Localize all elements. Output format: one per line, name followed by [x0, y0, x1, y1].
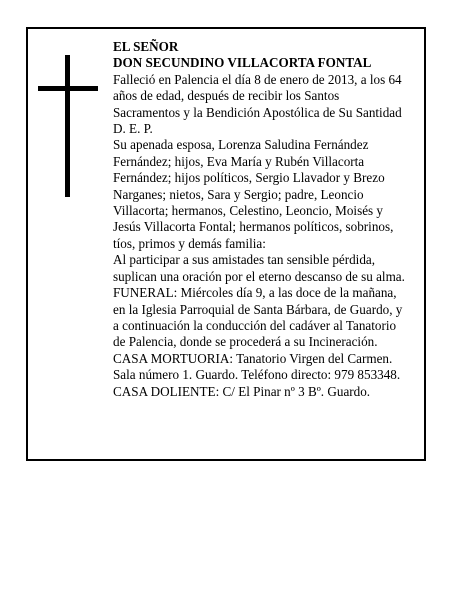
notice-body-line: CASA MORTUORIA: Tanatorio Virgen del Carmen.: [113, 350, 393, 366]
notice-body-line: a continuación la conducción del cadáver al Tanatorio: [113, 317, 397, 333]
notice-body-line: tíos, primos y demás familia:: [113, 235, 266, 251]
notice-body-line: Al participar a sus amistades tan sensible pérdida,: [113, 252, 376, 268]
notice-body-line: Sacramentos y la Bendición Apostólica de Su Santidad: [113, 104, 402, 120]
notice-heading-line: EL SEÑOR: [113, 39, 179, 54]
notice-body-line: Jesús Villacorta Fontal; hermanos políticos, sobrinos,: [113, 219, 394, 235]
notice-body-line: FUNERAL: Miércoles día 9, a las doce de la mañana,: [113, 285, 397, 301]
notice-body-line: de Palencia, donde se procederá a su Incineración.: [113, 334, 378, 350]
notice-body-line: suplican una oración por el eterno descanso de su alma.: [113, 268, 405, 284]
cross-vertical-bar: [65, 55, 70, 197]
notice-body-line: Narganes; nietos, Sara y Sergio; padre, Leoncio: [113, 186, 364, 202]
notice-body-line: D. E. P.: [113, 121, 153, 137]
notice-body-line: Villacorta; hermanos, Celestino, Leoncio, Moisés y: [113, 203, 383, 219]
deceased-name: DON SECUNDINO VILLACORTA FONTAL: [113, 55, 372, 71]
notice-body-line: Sala número 1. Guardo. Teléfono directo: 979 853348.: [113, 367, 401, 383]
notice-body-line: Fernández; hijos, Eva María y Rubén Villacorta: [113, 153, 365, 169]
notice-body-line: Falleció en Palencia el día 8 de enero de 2013, a los 64: [113, 71, 402, 87]
notice-body-line: Fernández; hijos políticos, Sergio Llavador y Brezo: [113, 170, 385, 186]
cross-horizontal-bar: [38, 86, 98, 91]
notice-body-line: en la Iglesia Parroquial de Santa Bárbara, de Guardo, y: [113, 301, 403, 317]
notice-body-line: CASA DOLIENTE: C/ El Pinar nº 3 Bº. Guardo.: [113, 383, 371, 399]
notice-body-line: años de edad, después de recibir los Santos: [113, 88, 340, 104]
notice-body-line: Su apenada esposa, Lorenza Saludina Fernández: [113, 137, 369, 153]
latin-cross-icon: [38, 55, 98, 197]
death-notice-text: [113, 39, 421, 400]
